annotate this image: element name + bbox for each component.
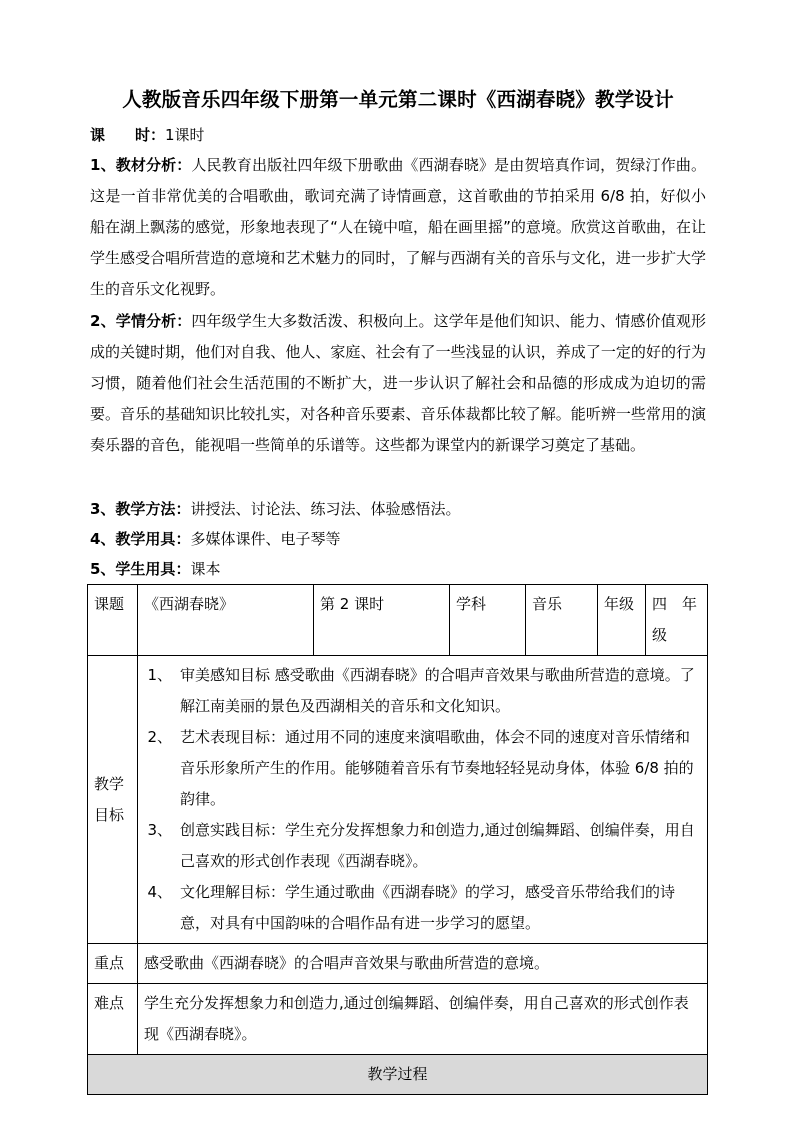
class-hours-line	[90, 124, 205, 145]
goal-text: 创意实践目标：学生充分发挥想象力和创造力,通过创编舞蹈、创编伴奏，用自己喜欢的形式创作表现《西湖春晓》。	[180, 821, 695, 870]
goal-item	[144, 877, 701, 939]
topic-label-cell: 课题	[88, 585, 138, 656]
goal-number: 1、	[147, 666, 172, 684]
goals-content-cell	[138, 656, 708, 944]
section-text: 四年级学生大多数活泼、积极向上。这学年是他们知识、能力、情感价值观形成的关键时期，他们对自我、他人、家庭、社会有了一些浅显的认识，养成了一定的好的行为习惯，随着他们社会生活范围的不断扩大，进一步认识了解社会和品德的形成成为迫切的需要。音乐的基础知识比较扎实，对各种音乐要素、音乐体裁都比较了解。能听辨一些常用的演奏乐器的音色，能视唱一些简单的乐谱等。这些都为课堂内的新课学习奠定了基础。	[90, 312, 706, 454]
section-text: 人民教育出版社四年级下册歌曲《西湖春晓》是由贺培真作词，贺绿汀作曲。这是一首非常优美的合唱歌曲，歌词充满了诗情画意，这首歌曲的节拍采用 6/8 拍，好似小船在湖上飘荡的感觉，形象地表现了“人在镜中喧，船在画里摇”的意境。欣赏这首歌曲，在让学生感受合唱所营造的意境和艺术魅力的同时，了解与西湖有关的音乐与文化，进一步扩大学生的音乐文化视野。	[90, 156, 706, 298]
section-label: 5、学生用具：	[90, 560, 191, 578]
process-header-row	[88, 1055, 708, 1095]
section-student-tools	[90, 558, 220, 579]
goal-item	[144, 722, 701, 815]
key-point-text-cell: 感受歌曲《西湖春晓》的合唱声音效果与歌曲所营造的意境。	[138, 944, 708, 984]
goal-item	[144, 815, 701, 877]
goal-number: 4、	[147, 883, 172, 901]
grade-label-cell: 年级	[598, 585, 646, 656]
goal-number: 2、	[147, 728, 172, 746]
goal-number: 3、	[147, 821, 172, 839]
section-textbook-analysis	[90, 150, 706, 305]
goal-text: 文化理解目标：学生通过歌曲《西湖春晓》的学习，感受音乐带给我们的诗意，对具有中国韵味的合唱作品有进一步学习的愿望。	[180, 883, 676, 932]
goal-text: 审美感知目标 感受歌曲《西湖春晓》的合唱声音效果与歌曲所营造的意境。了解江南美丽的景色及西湖相关的音乐和文化知识。	[180, 666, 695, 715]
topic-value-cell: 《西湖春晓》	[138, 585, 314, 656]
section-text: 多媒体课件、电子琴等	[190, 530, 341, 548]
lesson-info-table	[87, 584, 708, 1095]
section-student-analysis	[90, 306, 706, 461]
class-hours-value: 1课时	[165, 126, 205, 144]
key-point-label-cell: 重点	[88, 944, 138, 984]
difficult-point-label-cell: 难点	[88, 984, 138, 1055]
goal-item	[144, 660, 701, 722]
goals-label-cell: 教学目标	[88, 656, 138, 944]
difficult-point-text-cell: 学生充分发挥想象力和创造力,通过创编舞蹈、创编伴奏，用自己喜欢的形式创作表现《西湖春晓》。	[138, 984, 708, 1055]
class-hours-label: 课 时：	[90, 126, 166, 144]
grade-value-cell: 四 年级	[646, 585, 708, 656]
subject-label-cell: 学科	[450, 585, 526, 656]
goal-text: 艺术表现目标：通过用不同的速度来演唱歌曲，体会不同的速度对音乐情绪和音乐形象所产生的作用。能够随着音乐有节奏地轻轻晃动身体，体验 6/8 拍的韵律。	[180, 728, 694, 808]
key-point-row	[88, 944, 708, 984]
section-label: 3、教学方法：	[90, 500, 191, 518]
subject-value-cell: 音乐	[526, 585, 598, 656]
section-teaching-methods	[90, 498, 460, 519]
difficult-point-row	[88, 984, 708, 1055]
goals-row	[88, 656, 708, 944]
section-label: 4、教学用具：	[90, 530, 191, 548]
section-text: 讲授法、讨论法、练习法、体验感悟法。	[190, 500, 461, 518]
lesson-number-cell: 第 2 课时	[314, 585, 450, 656]
table-header-row	[88, 585, 708, 656]
section-teaching-tools	[90, 528, 340, 549]
section-text: 课本	[190, 560, 221, 578]
section-label: 2、学情分析：	[90, 312, 192, 330]
section-label: 1、教材分析：	[90, 156, 192, 174]
teaching-process-header: 教学过程	[88, 1055, 708, 1095]
document-title: 人教版音乐四年级下册第一单元第二课时《西湖春晓》教学设计	[122, 88, 674, 111]
